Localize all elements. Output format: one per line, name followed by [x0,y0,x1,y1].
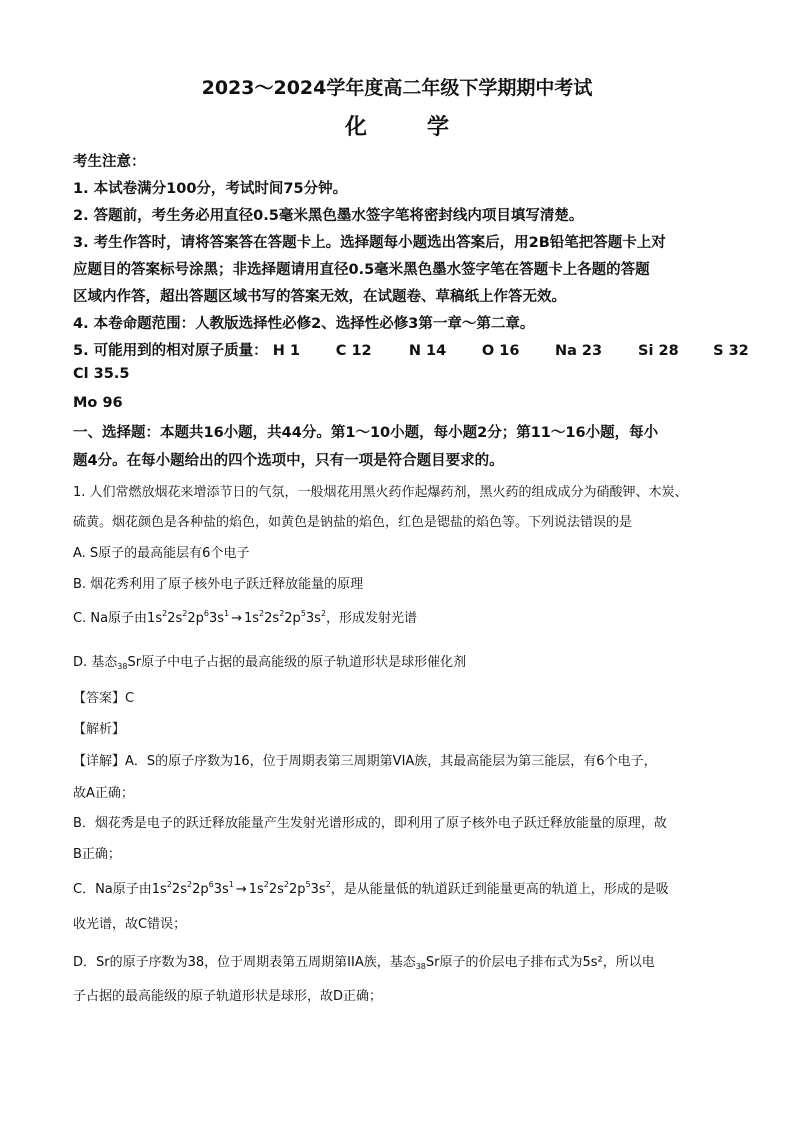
detail-a: 【详解】A．S的原子序数为16，位于周期表第三周期第VIA族，其最高能层为第三能层，有6个电子， [73,754,657,769]
atomic-masses [73,339,749,360]
detail-d-cont: 子占据的最高能级的原子轨道形状是球形，故D正确； [73,989,383,1004]
option-c-suffix: ，形成发射光谱 [326,611,418,626]
question-stem: 1. 人们常燃放烟花来增添节日的气氛，一般烟花用黑火药作起爆药剂，黑火药的组成成分为硝酸钾、木炭、 [73,485,688,500]
analysis-label: 【解析】 [73,722,126,737]
mass-h: H 1 [272,343,300,359]
arrow-icon: → [231,611,242,626]
section-heading: 一、选择题：本题共16小题，共44分。第1～10小题，每小题2分；第11～16小题，每小 [73,425,659,441]
section-heading-cont: 题4分。在每小题给出的四个选项中，只有一项是符合题目要求的。 [73,453,504,469]
notice-item-3: 3. 考生作答时，请将答案答在答题卡上。选择题每小题选出答案后，用2B铅笔把答题卡上对 [73,235,666,251]
sr-mass-number: 38 [415,962,426,971]
detail-c-cont: 收光谱，故C错误； [73,917,187,932]
arrow-icon: → [235,882,247,897]
detail-d [73,951,655,970]
notice-heading: 考生注意： [73,154,146,170]
detail-b: B．烟花秀是电子的跃迁释放能量产生发射光谱形成的，即利用了原子核外电子跃迁释放能量的原理，故 [73,816,667,831]
option-d [73,651,466,670]
option-c: C. Na原子由$1s^22s^22p^63s^1 \to 1s^22s^22p^53s^2$，形成发射光谱 [73,609,418,626]
mass-c: C 12 [335,343,372,359]
notice-item-3-cont: 应题目的答案标号涂黑；非选择题请用直径0.5毫米黑色墨水签字笔在答题卡上各题的答题 [73,262,650,278]
subject-char-2: 学 [427,115,450,140]
option-a: A. S原子的最高能层有6个电子 [73,546,250,561]
notice-item-2: 2. 答题前，考生务必用直径0.5毫米黑色墨水签字笔将密封线内项目填写清楚。 [73,208,584,224]
mass-n: N 14 [408,343,447,359]
detail-d-prefix: D．Sr的原子序数为38，位于周期表第五周期第IIA族，基态 [73,955,416,970]
option-b: B. 烟花秀利用了原子核外电子跃迁释放能量的原理 [73,577,364,592]
mass-si: Si 28 [638,343,679,359]
subject-char-1: 化 [344,115,367,140]
exam-title: 2023～2024学年度高二年级下学期期中考试 [201,77,593,99]
detail-a-cont: 故A正确； [73,786,134,801]
answer-label: 【答案】C [73,691,135,706]
sr-symbol: Sr [425,955,440,970]
mass-s: S 32 [713,343,749,359]
notice-item-3-cont2: 区域内作答，超出答题区域书写的答案无效，在试题卷、草稿纸上作答无效。 [73,289,566,305]
mass-cl: Cl 35.5 [73,366,130,382]
detail-d-suffix: 原子的价层电子排布式为5s²，所以电 [439,955,655,970]
detail-c-suffix: ，是从能量低的轨道跃迁到能量更高的轨道上，形成的是吸 [330,882,669,897]
notice-item-1: 1. 本试卷满分100分，考试时间75分钟。 [73,181,348,197]
mass-na: Na 23 [554,343,603,359]
option-d-suffix: 原子中电子占据的最高能级的原子轨道形状是球形催化剂 [141,655,467,670]
option-c-prefix: C. Na原子由 [73,611,148,626]
notice-item-4: 4. 本卷命题范围：人教版选择性必修2、选择性必修3第一章～第二章。 [73,316,535,332]
atomic-masses-label: 5. 可能用到的相对原子质量： [73,343,268,359]
sr-symbol: Sr [127,655,142,670]
mass-o: O 16 [481,343,520,359]
detail-b-cont: B正确； [73,847,121,862]
detail-c: C．Na原子由$1s^22s^22p^63s^1 \to 1s^22s^22p^53s^2$，是从能量低的轨道跃迁到能量更高的轨道上，形成的是吸 [73,880,669,897]
detail-c-prefix: C．Na原子由 [73,882,152,897]
question-stem-cont: 硫黄。烟花颜色是各种盐的焰色，如黄色是钠盐的焰色，红色是锶盐的焰色等。下列说法错误的是 [73,515,633,530]
option-d-prefix: D. 基态 [73,655,118,670]
mass-mo: Mo 96 [73,395,123,411]
subject-title [0,110,794,141]
sr-mass-number: 38 [117,662,128,671]
